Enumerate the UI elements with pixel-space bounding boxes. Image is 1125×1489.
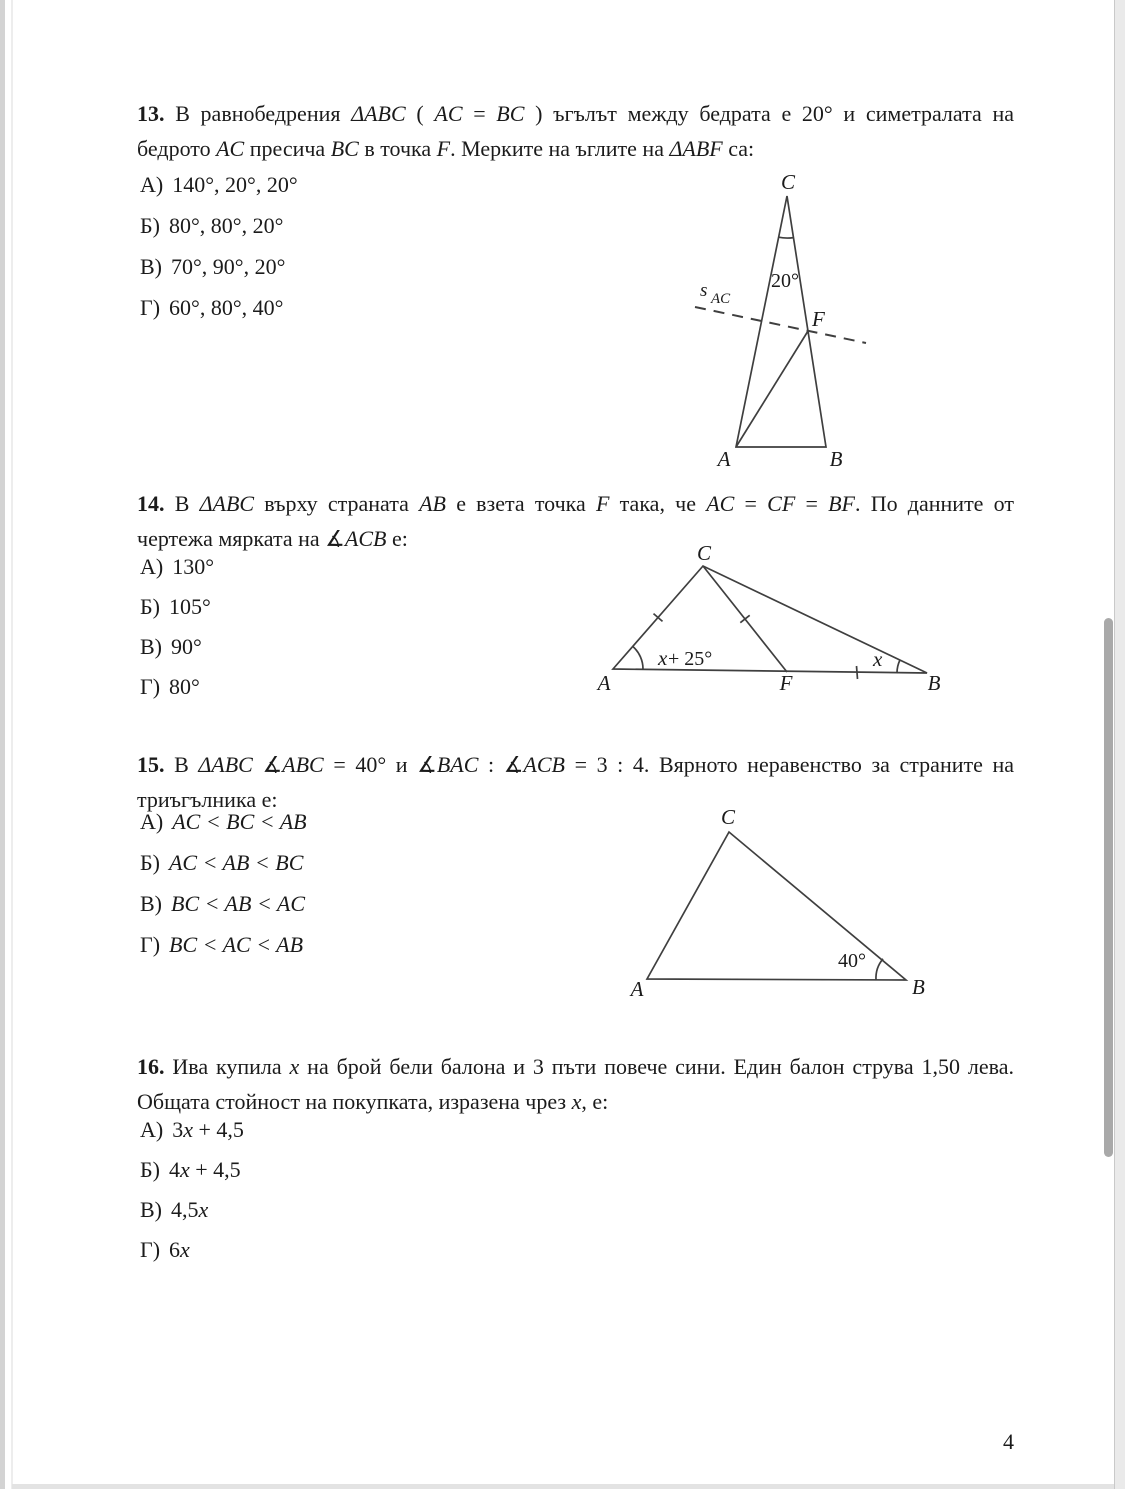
option-value: 70°, 90°, 20° [171, 254, 286, 279]
angle-arc-c [779, 237, 794, 238]
option-label: А) [140, 809, 164, 834]
question-16-options [140, 1112, 244, 1272]
option-row [140, 1232, 244, 1272]
angle-arc-a [633, 646, 643, 669]
option-label: В) [140, 254, 162, 279]
option-value: AC < AB < BC [168, 850, 304, 875]
option-value: 80°, 80°, 20° [168, 213, 284, 238]
vertex-label-c: C [696, 541, 712, 565]
option-label: Б) [140, 213, 160, 238]
option-label: А) [140, 554, 164, 579]
option-row [140, 167, 298, 208]
angle-value-a-rest: + 25° [668, 648, 713, 670]
question-16-line-1: 16. Ива купила x на брой бели балона и 3 пъти повече сини. Един балон струва 1,50 лева. [137, 1054, 1014, 1079]
question-16-line-2: Общата стойност на покупката, изразена чрез x, е: [137, 1089, 609, 1114]
page-left-border [11, 0, 13, 1489]
option-label: Б) [140, 1157, 160, 1182]
vertex-label-b: B [927, 671, 941, 695]
option-row [140, 927, 307, 968]
option-row [140, 629, 214, 669]
option-row [140, 886, 307, 927]
question-15-line-2: триъгълника е: [137, 787, 278, 812]
vertex-label-a: A [630, 977, 644, 1001]
figure-14 [580, 540, 980, 700]
vertex-label-c: C [780, 170, 796, 194]
option-row [140, 208, 298, 249]
angle-value-c: 20° [771, 270, 799, 292]
page-number: 4 [1003, 1429, 1014, 1454]
option-label: Г) [140, 295, 161, 320]
option-value: 105° [168, 594, 211, 619]
option-value: AC < BC < AB [172, 809, 307, 834]
bisector-symbol: s [700, 280, 708, 301]
option-value: 90° [171, 634, 202, 659]
triangle-abc [647, 832, 906, 980]
option-row [140, 549, 214, 589]
vertex-label-b: B [829, 447, 843, 471]
question-13-options [140, 167, 298, 331]
option-label: В) [140, 1197, 162, 1222]
option-value: 4,5x [171, 1197, 209, 1222]
option-value: BC < AB < AC [171, 891, 305, 916]
scrollbar-track[interactable] [1114, 0, 1125, 1489]
angle-arc-b [897, 660, 900, 673]
option-value: BC < AC < AB [169, 932, 304, 957]
option-row [140, 1112, 244, 1152]
vertex-label-a: A [597, 671, 611, 695]
option-value: 130° [172, 554, 215, 579]
question-14-line-1: 14. В ΔABC върху страната AB е взета точка F така, че AC = CF = BF. По данните от [137, 491, 1014, 516]
vertex-label-a: A [717, 447, 731, 471]
option-row [140, 804, 307, 845]
option-value: 6x [169, 1237, 190, 1262]
question-16 [137, 1049, 1014, 1119]
figure-15 [610, 798, 950, 1010]
option-label: В) [140, 891, 162, 916]
page-bottom-edge [12, 1484, 1114, 1489]
question-14-options [140, 549, 214, 709]
option-row [140, 589, 214, 629]
viewer-left-edge [0, 0, 5, 1489]
tick-mark-fb [857, 666, 858, 679]
vertex-label-b: B [912, 975, 925, 999]
option-label: Г) [140, 932, 161, 957]
figure-13 [660, 165, 990, 475]
option-row [140, 290, 298, 331]
tick-mark-cf [740, 615, 749, 622]
question-15-options [140, 804, 307, 968]
point-label-f: F [812, 307, 825, 331]
option-label: Б) [140, 594, 160, 619]
option-row [140, 249, 298, 290]
question-13-line-2: бедрото AC пресича BC в точка F. Мерките на ъглите на ΔABF са: [137, 136, 755, 161]
option-label: Г) [140, 1237, 161, 1262]
option-row [140, 1152, 244, 1192]
option-value: 3x + 4,5 [172, 1117, 244, 1142]
option-row [140, 845, 307, 886]
option-row [140, 1192, 244, 1232]
option-label: А) [140, 172, 164, 197]
option-label: А) [140, 1117, 164, 1142]
question-14-line-2: чертежа мярката на ∡ACB е: [137, 526, 408, 551]
point-label-f: F [779, 671, 793, 695]
option-label: Г) [140, 674, 161, 699]
question-15-line-1: 15. В ΔABC ∡ABC = 40° и ∡BAC : ∡ACB = 3 : 4. Вярното неравенство за страните на [137, 752, 1015, 777]
angle-value-b: 40° [838, 950, 866, 972]
perpendicular-bisector-line [695, 307, 866, 343]
question-13-line-1: 13. В равнобедрения ΔABC ( AC = BC ) ъгълът между бедрата е 20° и симетралата на [137, 101, 1014, 126]
option-row [140, 669, 214, 709]
bisector-subscript: AC [711, 291, 731, 307]
option-value: 60°, 80°, 40° [169, 295, 284, 320]
option-value: 4x + 4,5 [168, 1157, 241, 1182]
scrollbar-thumb[interactable] [1104, 618, 1113, 1157]
option-label: В) [140, 634, 162, 659]
option-value: 80° [169, 674, 200, 699]
question-13 [137, 96, 1014, 166]
option-label: Б) [140, 850, 160, 875]
option-value: 140°, 20°, 20° [172, 172, 298, 197]
angle-value-b: x [873, 647, 883, 671]
angle-value-a-var: x [658, 646, 668, 670]
angle-arc-b [876, 959, 883, 980]
vertex-label-c: C [720, 805, 736, 829]
segment-af [736, 331, 808, 447]
